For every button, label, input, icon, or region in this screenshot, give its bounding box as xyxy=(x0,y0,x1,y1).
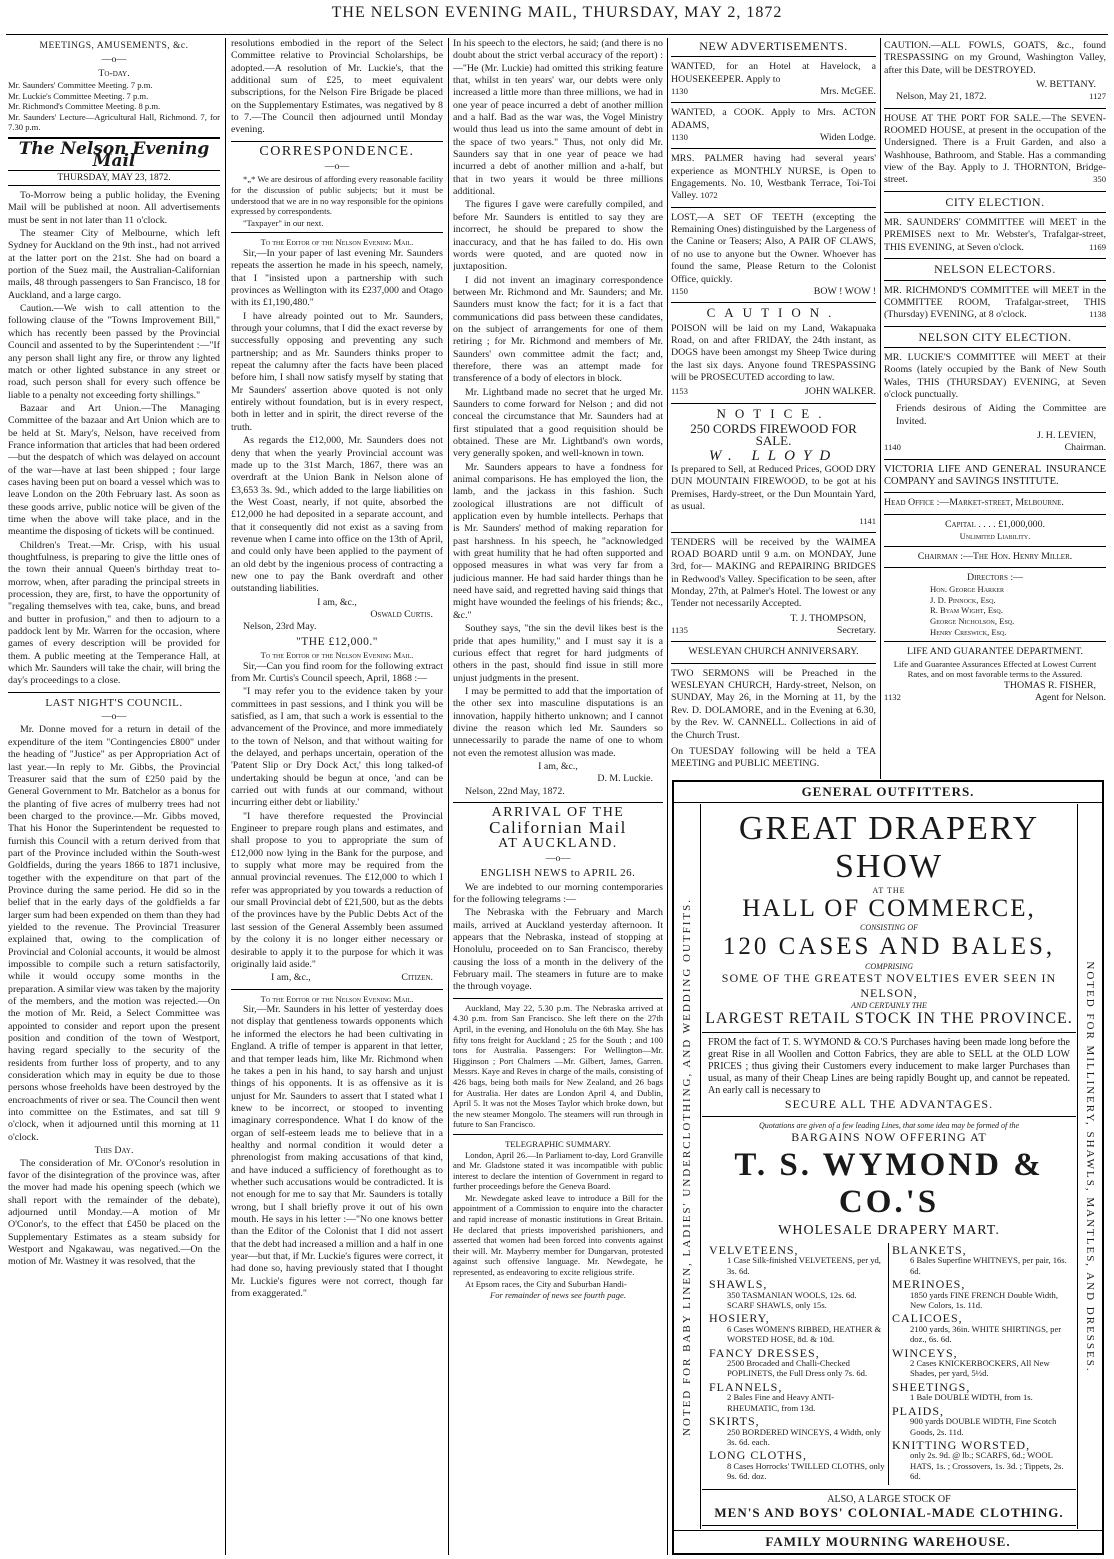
drapery-items xyxy=(702,1243,1076,1485)
correspondence-heading: CORRESPONDENCE. xyxy=(259,143,415,159)
item-detail: 6 Bales Superfine WHITNEYS, per pair, 16s. 6d. xyxy=(910,1255,1067,1276)
items-left-column xyxy=(706,1243,889,1485)
ad-signature: BOW ! WOW ! xyxy=(813,285,876,297)
letter-para: Sir,—Can you find room for the following extract from Mr. Curtis's Council speech, April, 1868 :— xyxy=(231,660,443,684)
drapery-footer: FAMILY MOURNING WAREHOUSE. xyxy=(674,1530,1102,1553)
letter-heading: "THE £12,000." xyxy=(296,635,378,648)
editor-note: *„* We are desirous of affording every reasonable facility for the discussion of public subjects; but it must be understood that we are in no way responsible for the opinions expressed by correspondents. xyxy=(231,174,443,217)
item-title: WINCEYS, xyxy=(892,1345,958,1360)
ad-number: 1132 xyxy=(884,692,901,703)
election-heading: NELSON ELECTORS. xyxy=(934,262,1056,277)
article-para: Caution.—We wish to call attention to the following clause of the "Towns Improvement Bill," which has recently been passed by the Provincial Council and assented to by the Superintendent :—"If any person shall light any fire, or throw any lighted match or other lighted substance in any street or road, such person shall for every such offence be liable to a penalty not exceeding forty shillings." xyxy=(8,303,220,401)
separator: —o— xyxy=(545,853,571,864)
news-para: Auckland, May 22, 5.30 p.m. The Nebraska arrived at 4.30 p.m. from San Francisco. She left there on the 27th April, in the evening, and Honolulu on the 6th May. She has fifty tons freight for Auckland ; 25 for the South ; and 100 tons for Australia. Passengers: For Wellington—Mr. Higginson ; Port Chalmers —Mr. Gilbert, James, Garren. Messrs. Kaye and Reves in charge of the mails, consisting of 426 bags, being both mails for New Zealand, and 26 bags for Australia. Her dates are London April 4, and Dublin, April 5. It was not the Moses Taylor which broke down, but the new steamer Mongolo. The steamers will run through in future to San Francisco. xyxy=(453,1002,663,1130)
ad-text: LOST,—A SET OF TEETH (excepting the Remaining Ones) distinguished by the Largeness of the Canine or Teasers; Also, A PAIR OF CLAWS, of no use to anyone but the Owner. Whoever has found the same, Please Return to the Colonist Office, quickly. xyxy=(671,211,876,285)
classified-ad xyxy=(884,285,1106,322)
divider xyxy=(884,212,1106,213)
ad-signature: JOHN WALKER. xyxy=(804,386,876,398)
column-rule xyxy=(225,38,226,1555)
item-title: SHEETINGS, xyxy=(892,1379,971,1394)
drapery-left-border xyxy=(674,804,701,1529)
wesleyan-heading: WESLEYAN CHURCH ANNIVERSARY. xyxy=(688,646,859,658)
news-para: At Epsom races, the City and Suburban Handi- xyxy=(465,1278,627,1289)
drapery-body xyxy=(702,804,1076,1529)
signature: D. M. Luckie. xyxy=(597,773,653,785)
item-detail: 1 Bale DOUBLE WIDTH, from 1s. xyxy=(910,1392,1033,1403)
ad-number: 1130 xyxy=(671,86,688,97)
election-heading: CITY ELECTION. xyxy=(945,194,1045,209)
classified-ad: TENDERS will be received by the WAIMEA ROAD BOARD until 9 a.m. on MONDAY, June 3rd, for— MAKING and REPAIRING BRIDGES in Redwood's Valley. Specification to be seen, after Monday, 27th, at Palmer's Hotel. The lowest or any Tender not necessarily Accepted. xyxy=(671,536,876,610)
divider xyxy=(671,663,876,664)
classified-ad: MR. LUCKIE'S COMMITTEE will MEET at their Rooms (lately occupied by the Bank of New South Wales, THIS (THURSDAY) EVENING, at Seven o'clock punctually. xyxy=(884,351,1106,400)
divider xyxy=(884,191,1106,192)
divider xyxy=(702,1116,1076,1117)
item-detail: 1850 yards FINE FRENCH Double Width, New Colors, 1s. 11d. xyxy=(910,1289,1058,1311)
paper-title: The Nelson Evening Mail xyxy=(18,139,210,172)
news-subheading: ENGLISH NEWS to APRIL 26. xyxy=(480,867,636,880)
lloyd-name: W. LLOYD xyxy=(708,447,839,464)
item-title: PLAIDS, xyxy=(892,1403,945,1418)
classified-ad: Is prepared to Sell, at Reduced Prices, GOOD DRY DUN MOUNTAIN FIREWOOD, to be got at his Premises, Hardy-street, or the Dun Mountain Yard, as usual. xyxy=(671,463,876,512)
masthead-rule xyxy=(6,34,1108,35)
divider xyxy=(8,185,220,186)
ad-signature: T. J. THOMPSON, xyxy=(790,612,866,624)
ad-date: Nelson, May 21, 1872. xyxy=(896,91,987,103)
classified-ad xyxy=(671,153,876,202)
drapery-line: AT THE xyxy=(872,886,906,895)
ad-text: MR. SAUNDERS' COMMITTEE will MEET in the PREMISES next to Mr. Webster's, Trafalgar-street, THIS EVENING, at Seven o'clock. xyxy=(884,217,1106,253)
capital: Capital . . . . £1,000,000. xyxy=(944,518,1046,530)
article-para: The consideration of Mr. O'Conor's resolution in favor of the disintegration of the province was, after the mover had made his opening speech (which we shall report with the remainder of the debate), adjourned until Monday.—A motion of Mr O'Conor's, to the effect that £450 be placed on the Supplementary Estimates as a steam subsidy for Westport and Ngakawau, was negatived.—On the motion of Mr. Wastney it was resolved, that the xyxy=(8,1157,220,1268)
classified-ad: Friends desirous of Aiding the Committee are Invited. xyxy=(896,403,1106,427)
ad-signature: Mrs. McGEE. xyxy=(820,86,876,98)
drapery-largest: LARGEST RETAIL STOCK IN THE PROVINCE. xyxy=(705,1010,1073,1027)
ad-number: 1150 xyxy=(671,285,688,296)
ad-footer xyxy=(671,625,876,637)
divider xyxy=(671,207,876,208)
director: J. D. Pinnock, Esq. xyxy=(930,594,996,605)
items-right-column xyxy=(889,1243,1072,1485)
divider xyxy=(702,1525,1076,1526)
classified-ad: POISON will be laid on my Land, Wakapuaka Road, on and after FRIDAY, the 24th instant, as DOGS have been amongst my Sheep Twice during the last six days. Anyone found TRESPASSING will be PROSECUTED according to law. xyxy=(671,322,876,383)
divider xyxy=(671,532,876,533)
signoff: I am, &c., xyxy=(271,972,311,984)
classified-ad xyxy=(671,212,876,298)
divider xyxy=(884,514,1106,515)
meeting-item: Mr. Luckie's Committee Meeting. 7 p.m. xyxy=(8,90,149,101)
article-para: The steamer City of Melbourne, which left Sydney for Auckland on the 9th inst., had not arrived at the latter port on the 21st. She had on board a portion of the Suez mail, the Australian-Californian mails, 48 through passengers to San Francisco, 18 for Auckland, and a large cargo. xyxy=(8,228,220,301)
directors-list xyxy=(884,584,1106,637)
ad-text: HOUSE AT THE PORT FOR SALE.—The SEVEN-ROOMED HOUSE, at present in the occupation of the Undersigned. There is a Fruit Garden, and also a Washhouse, Bathroom, and Stable. Has a commanding view of the Bay. Apply to J. THORNTON, Bridge-street. xyxy=(884,112,1106,186)
divider xyxy=(671,403,876,404)
item-title: LONG CLOTHS, xyxy=(709,1448,807,1463)
letter-para: Sir,—In your paper of last evening Mr. Saunders repeats the assertion he made in his speech, namely, that I "insisted upon a partnership with such provinces as Wellington with its £237,000 and Otago with its £1,190,480." xyxy=(231,248,443,309)
divider xyxy=(671,148,876,149)
divider xyxy=(671,302,876,303)
drapery-headline: GREAT DRAPERY SHOW xyxy=(738,810,1040,885)
this-day-heading: This Day. xyxy=(94,1145,134,1157)
to-editor: To the Editor of the Nelson Evening Mail. xyxy=(260,237,414,248)
letter-para: Sir,—Mr. Saunders in his letter of yesterday does not display that gentleness towards opponents which he informed the electors he had been cultivating in England. A trifle of temper is apparent in that letter, and that temper leads him, like Mr. Richmond when he takes a pen in his hand, to say harsh and unjust things of his opponents. It is as offensive as it is unjust for Mr. Saunders to assert that I stated what I knew to be incorrect, or stooped to inventing imaginary correspondence. What I do know of the organ of self-esteem leads me to believe that in a healthy and normal condition it would deter a phrenologist from making accusations of that kind, and have induced a sufficiency of forethought as to whether such accusations would be contradicted. It is not enough for me to say that Mr. Saunders is totally wrong, but I shall briefly prove it out of his own mouth. He says in his letter :—"No one knows better than the Editor of the Colonist that I did not assert that the debt had increased a million and a half in one year—but that, if Mr. Luckie's figures were correct, it had done so, having previously stated that I thought Mr. Luckie's figures were not correct, though far from exaggerated." xyxy=(231,1004,443,1300)
item-detail: 1 Case Silk-finished VELVETEENS, per yd, 3s. 6d. xyxy=(727,1255,881,1276)
divider xyxy=(453,998,663,999)
director: Hon. George Harker xyxy=(930,584,1005,595)
directors-title: Directors :— xyxy=(967,571,1023,583)
separator: —o— xyxy=(324,161,350,173)
chairman: Chairman :—The Hon. Henry Miller. xyxy=(917,550,1073,562)
news-para: The Nebraska with the February and March mails, arrived at Auckland yesterday afternoon. It appears that the Nebraska, instead of stopping at Honolulu, proceeded on to San Francisco, thereby causing the loss of a month in the delivery of the February mail. The steamers in future are to make the through voyage. xyxy=(453,907,663,993)
drapery-clothing: MEN'S AND BOYS' COLONIAL-MADE CLOTHING. xyxy=(714,1504,1064,1520)
divider xyxy=(231,141,443,142)
ad-footer xyxy=(671,386,876,398)
separator: —o— xyxy=(101,711,127,723)
item-detail: 2100 yards, 36in. WHITE SHIRTINGS, per doz., 6s. 6d. xyxy=(910,1323,1062,1345)
item-detail: 250 BORDERED WINCEYS, 4 Width, only 3s. 6d. each. xyxy=(727,1426,881,1447)
article-para: Mr. Donne moved for a return in detail of the expenditure of the item "Contingencies £800" under the heading of "Justice" as per Appropriation Act of last year.—In reply to Mr. Gibbs, the Provincial Treasurer said that the sum of £250 paid by the General Government to Mr. Batchelor as a bonus for the planting of five acres of mulberry trees had not been charged to the province.—Mr. Gibbs moved, That his Honor the Superintendent be requested to furnish this Council with a return derived from that part of the Province included within the South-west Goldfields, during the years 1866 to 1871 inclusive, together with the expenditure on that part of the Province during the same period. He did so in the belief that in the early days of the goldfields a far larger sum had been expended on them than they had yielded to the revenue. The Provincial Treasurer explained that, owing to the complication of Provincial and Colonial accounts, it would be almost impossible to compile such a return satisfactorily, while it would occupy some months in the preparation. A similar view was taken by the majority of the members, and the motion was rejected.—On the motion of Mr. Reid, a Select Committee was appointed to consider and report upon the present position and condition of the town of Westport, having regard specially to the security of the residents from further loss of property, and to any consideration which may in equity be due to those persons whose freeholds have been destroyed by the encroachments of river or sea. The Council then went into committee on the Estimates, and sat till 9 o'clock, when it adjourned until this morning at 11 o'clock. xyxy=(8,724,220,1143)
divider xyxy=(231,232,443,233)
letter-para: I did not invent an imaginary correspondence between Mr. Richmond and Mr. Saunders; and Mr. Saunders must know the fact; for it is a fact that communications did pass between these candidates, on the subject of arrangements for one of them retiring ; for Mr. Richmond and members of Mr. Saunders' own committee admit the fact; and, therefore, there was an attempt made for transference of a body of electors in block. xyxy=(453,274,663,385)
drapery-wymond: T. S. WYMOND & CO.'S xyxy=(734,1147,1044,1220)
drapery-line: AND CERTAINLY THE xyxy=(851,1001,927,1010)
divider xyxy=(453,802,663,803)
drapery-bargains: BARGAINS NOW OFFERING AT xyxy=(791,1130,987,1144)
letter-para: In his speech to the electors, he said; (and there is no doubt about the strict verbal accuracy of the report) :—"He (Mr. Luckie) had omitted this striking feature that, whilst in ten years' war, our debts were only increased a little more than three millions, we had in one year of peace incurred a debt of another million and a half. Bad as the war was, the Vogel Ministry would thus lead us into the same amount of debt in the space of two years." Thus, not only did Mr. Saunders say that in one year of peace we had incurred a debt of another million and a-half, but that in two years it would be three millions additional. xyxy=(453,38,663,198)
ad-number: 1169 xyxy=(1089,241,1106,252)
divider xyxy=(884,459,1106,460)
item-detail: 900 yards DOUBLE WIDTH, Fine Scotch Goods, 2s. 11d. xyxy=(910,1416,1057,1437)
drapery-cases: 120 CASES AND BALES, xyxy=(722,933,1056,960)
remainder-note: For remainder of news see fourth page. xyxy=(490,1290,626,1301)
classified-ad xyxy=(884,113,1106,187)
item-title: SKIRTS, xyxy=(709,1414,760,1429)
drapery-advertisement xyxy=(672,780,1104,1555)
divider xyxy=(884,280,1106,281)
life-dept: LIFE AND GUARANTEE DEPARTMENT. xyxy=(906,646,1084,658)
director: R. Byam Wight, Esq. xyxy=(930,605,1003,616)
ad-footer xyxy=(884,91,1106,103)
meeting-item: Mr. Saunders' Lecture—Agricultural Hall, Richmond. 7, for 7.30 p.m. xyxy=(8,111,220,133)
letter-para: "I have therefore requested the Provincial Engineer to prepare rough plans and estimates, and shall propose to you to appropriate the sum of £12,000 now lying in the Bank for the purpose, and to supply what more may be required from the annual provincial revenues. The £12,000 to which I refer was appropriated by you towards a reduction of our small Provincial debt of £21,500, but as the debts of the provinces have by the Public Debts Act of the last session of the General Assembly been assumed by the colony it is no longer either necessary or desirable to apply it to the purpose for which it was originally laid aside." xyxy=(231,810,443,970)
new-ads-heading: NEW ADVERTISEMENTS. xyxy=(699,39,848,53)
taxpayer-note: "Taxpayer" in our next. xyxy=(243,217,324,228)
today-heading: To-day. xyxy=(98,67,130,79)
divider xyxy=(702,1489,1076,1490)
column-4 xyxy=(671,38,876,776)
election-heading: NELSON CITY ELECTION. xyxy=(918,329,1072,344)
item-detail: 2 Bales Fine and Heavy ANTI-RHEUMATIC, from 13d. xyxy=(727,1392,835,1413)
ad-footer xyxy=(671,286,876,298)
ad-role: Agent for Nelson. xyxy=(1034,692,1106,704)
letter-para: Mr. Saunders appears to have a fondness for animal comparisons. He has employed the lion, the lamb, and the jackass in this fashion. Such zoological illustrations are not difficult of application even by humble intellects. Perhaps that is Mr. Saunders' method of making reparation for past harshness. In his speech, he "acknowledged with great humility that he had often supported and opposed measures in what was very far from a judicious manner. He had said harder things than he need have said, and regretted having said things that might have wounded the feelings of his friends; &c., &c." xyxy=(453,461,663,621)
left-vertical-text: NOTED FOR BABY LINEN, LADIES' UNDERCLOTHING, AND WEDDING OUTFITS. xyxy=(681,897,693,1436)
ad-footer xyxy=(671,86,876,98)
item-detail: 350 TASMANIAN WOOLS, 12s. 6d. SCARF SHAWLS, only 15s. xyxy=(727,1289,857,1311)
letter-para: Mr. Lightband made no secret that he urged Mr. Saunders to come forward for Nelson ; and did not conceal the circumstance that Mr. Saunders had at first stipulated that a good requisition should be obtained. These are Mr. Lightband's own words, very generally spoken, and well-known in town. xyxy=(453,386,663,460)
divider xyxy=(702,1032,1076,1033)
masthead: THE NELSON EVENING MAIL, THURSDAY, MAY 2, 1872 xyxy=(331,4,783,21)
ad-number: 350 xyxy=(1093,174,1106,185)
drapery-right-border xyxy=(1077,804,1102,1529)
item-title: SHAWLS, xyxy=(709,1277,768,1292)
ad-role: Chairman. xyxy=(1064,442,1106,454)
letter-para: I may be permitted to add that the importation of the other sex into masculine disputations is an innovation, happily hitherto unknown; and I cannot divine the reason which led Mr. Saunders so unnecessarily to parade the name of one to whom not even the remotest allusion was made. xyxy=(453,685,663,759)
ad-text: MRS. PALMER having had several years' experience as MONTHLY NURSE, is Open to Engagements. No. 10, Westbank Terrace, Toi-Toi Valley. xyxy=(671,153,876,202)
classified-ad: VICTORIA LIFE AND GENERAL INSURANCE COMPANY and SAVINGS INSTITUTE. xyxy=(884,463,1106,487)
ad-number: 1127 xyxy=(1089,91,1106,102)
director: George Nicholson, Esq. xyxy=(930,616,1015,627)
ad-role: Secretary. xyxy=(836,625,876,637)
divider xyxy=(671,56,876,57)
ad-number: 1072 xyxy=(700,190,718,201)
classified-ad: CAUTION.—ALL FOWLS, GOATS, &c., found TRESPASSING on my Ground, Washington Valley, after this Date, will be DESTROYED. xyxy=(884,40,1106,76)
ad-number: 1141 xyxy=(859,516,876,527)
column-2 xyxy=(231,38,443,1555)
drapery-body-text: FROM the fact of T. S. WYMOND & CO.'S Purchases having been made long before the great Rise in all Woollen and Cotton Fabrics, they are able to SELL at the OLD LOW PRICES ; thus giving their Customers every inducement to make larger Purchases than usual, as many of their Cheap Lines are being rapidly Bought up, and cannot be repeated. An early call is necessary to xyxy=(708,1037,1070,1096)
item-detail: 6 Cases WOMEN'S RIBBED, HEATHER & WORSTED HOSE, 8d. & 10d. xyxy=(727,1323,882,1345)
divider xyxy=(884,326,1106,327)
divider xyxy=(884,347,1106,348)
director: Henry Creswick, Esq. xyxy=(930,626,1007,637)
column-rule xyxy=(880,38,881,779)
item-title: KNITTING WORSTED, xyxy=(892,1437,1031,1452)
news-para: Mr. Newdegate asked leave to introduce a Bill for the appointment of a Commission to enquire into the character and rapid increase of monastic institutions in Great Britain. He declared that priests impoverished parishioners, and asserted that women had been forced into convents against their will. Mr. Mayberry member for Dungarvan, protested against such offensive language. Mr. Newdegate, he represented, as endeavoring to excite religious strife. xyxy=(453,1192,663,1278)
classified-ad xyxy=(884,217,1106,254)
telegraphic-heading: TELEGRAPHIC SUMMARY. xyxy=(505,1138,611,1149)
meetings-list xyxy=(8,80,220,133)
divider xyxy=(231,989,443,990)
ad-signature: J. H. LEVIEN, xyxy=(1037,429,1096,441)
item-title: FLANNELS, xyxy=(709,1379,783,1394)
classified-ad: On TUESDAY following will be held a TEA MEETING and PUBLIC MEETING. xyxy=(671,745,876,770)
signoff: I am, &c., xyxy=(317,596,357,608)
firewood-heading: 250 CORDS FIREWOOD FOR SALE. xyxy=(690,420,857,449)
unlimited: Unlimited Liability. xyxy=(959,531,1031,541)
letter-para: "I may refer you to the evidence taken by your committees in past sessions, and I think you will be satisfied, as I am, that such a work is essential to the advancement of the Province, and more immediately to the town of Nelson, and that without waiting for the delayed, and perhaps uncertain, operation of the 'Patent Slip or Dry Dock Act,' this long talked-of undertaking should be begun at once, 'and can be carried out with funds at our command, without incurring either debt or liability.' xyxy=(231,686,443,809)
signoff-row xyxy=(231,972,443,984)
divider xyxy=(671,641,876,642)
news-para: London, April 26.—In Parliament to-day, Lord Granville and Mr. Gladstone stated it was incompatible with public interest to declare the intention of Government in regard to further proceedings before the Geneva Board. xyxy=(453,1149,663,1192)
right-vertical-text: NOTED FOR MILLINERY, SHAWLS, MANTLES, AND DRESSES. xyxy=(1084,960,1096,1373)
head-office: Head Office :—Market-street, Melbourne. xyxy=(884,497,1064,509)
ad-signature: THOMAS R. FISHER, xyxy=(1003,679,1096,691)
article-para: To-Morrow being a public holiday, the Evening Mail will be published at noon. All advertisements must be sent in not later than 11 o'clock. xyxy=(8,190,220,226)
letter-para: As regards the £12,000, Mr. Saunders does not deny that when the yearly Provincial account was made up to the 31st March, 1867, there was an overdraft at the Union Bank in Nelson alone of £3,653 3s. 9d., which added to the large liabilities on the West Coast, nearly, if not quite, absorbed the £12,000 he had deposited in a separate account, and that it consequently did not exist as a saving from revenue when I came into office on the 13th of April, and could only have been applied to the payment of an old debt by the ingenious process of contracting a new one to pay the Bank overdraft and other outstanding liabilities. xyxy=(231,435,443,595)
item-detail: 2 Cases KNICKERBOCKERS, All New Shades, per yard, 5½d. xyxy=(910,1358,1050,1379)
column-rule xyxy=(667,38,668,1555)
letter-para: Southey says, "the sin the devil likes best is the pride that apes humility," and I must say it is a curious effect that regret for hard judgments of others in the past, should find issue in still more unjust judgments in the present. xyxy=(453,623,663,684)
arrival-heading: ARRIVAL OF THE xyxy=(491,804,625,820)
column-1 xyxy=(8,38,220,1555)
drapery-novelties: SOME OF THE GREATEST NOVELTIES EVER SEEN IN NELSON, xyxy=(721,971,1057,1000)
life-text: Life and Guarantee Assurances Effected at Lowest Current Rates, and on most favorable terms to the Assured. xyxy=(893,658,1097,680)
item-detail: 8 Cases Horrocks' TWILLED CLOTHS, only 9s. 6d. doz. xyxy=(727,1460,885,1482)
divider xyxy=(884,108,1106,109)
divider xyxy=(884,567,1106,568)
column-3 xyxy=(453,38,663,1555)
item-title: CALICOES, xyxy=(892,1311,963,1326)
divider xyxy=(8,692,220,693)
article-para: Bazaar and Art Union.—The Managing Committee of the bazaar and Art Union which are to be held at St. Mary's, Nelson, have received from France information that articles that had been ordered—but the despatch of which was delayed on account of the war—have at last been shipped ; four large cases having been put on board a vessel which was to leave London on the 20th February last. As soon as these goods arrive, public notice will be given of the time when the above will take place, and in the meantime the disposing of tickets will be continued. xyxy=(8,402,220,538)
article-para: Children's Treat.—Mr. Crisp, with his usual thoughtfulness, is preparing to give the little ones of the town their annual Queen's birthday treat to-morrow, when, after parading the principal streets in procession, they are, first, to have the opportunity of "regaling themselves with tea, cake, buns, and bread and butter in profusion," and then to adjourn to a paddock lent by Mr. Warren for the occasion, where games of every description will be provided for them. A public meeting at the Temperance Hall, at which Mr. Saunders will take the chair, will bring the day's proceedings to a close. xyxy=(8,539,220,687)
divider xyxy=(671,102,876,103)
drapery-header: GENERAL OUTFITTERS. xyxy=(674,782,1102,803)
drapery-also: ALSO, A LARGE STOCK OF xyxy=(827,1493,951,1505)
separator: —o— xyxy=(101,54,127,66)
item-title: BLANKETS, xyxy=(892,1243,967,1257)
drapery-line: COMPRISING xyxy=(865,962,913,971)
drapery-line: CONSISTING OF xyxy=(859,923,918,932)
ad-text: MR. RICHMOND'S COMMITTEE will MEET in the COMMITTEE ROOM, Trafalgar-street, THIS (Thursday) EVENING, at 8 o'clock. xyxy=(884,284,1106,321)
caution-heading: CAUTION. xyxy=(706,305,841,321)
arrival-heading: Californian Mail xyxy=(489,818,627,838)
signoff: I am, &c., xyxy=(538,760,578,772)
meetings-heading: MEETINGS, AMUSEMENTS, &c. xyxy=(39,41,189,51)
ad-footer xyxy=(884,442,1106,454)
divider xyxy=(453,1134,663,1135)
classified-ad xyxy=(671,107,876,144)
classified-ad xyxy=(671,775,876,776)
classified-ad xyxy=(671,61,876,98)
arrival-heading: AT AUCKLAND. xyxy=(498,835,618,851)
ad-number: 1140 xyxy=(884,442,901,453)
letter-date: Nelson, 23rd May. xyxy=(243,621,317,633)
column-5 xyxy=(884,38,1106,776)
article-para: resolutions embodied in the report of the Select Committee relative to Provincial Scholarships, be adopted.—A resolution of Mr. Luckie's, that the additional sum of £25, to meet equivalent subscriptions, for the Nelson Fire Brigade be placed on the Supplementary Estimates, was negatived by 8 to 7.—The Council then adjourned until Monday evening. xyxy=(231,38,443,136)
item-title: HOSIERY, xyxy=(709,1311,770,1326)
drapery-secure: SECURE ALL THE ADVANTAGES. xyxy=(784,1097,994,1111)
divider xyxy=(884,258,1106,259)
letter-para: I have already pointed out to Mr. Saunders, through your columns, that I did the exact reverse by successfully opposing and preventing any such partnership; and as Mr. Saunders thinks proper to repeat the calumny after the facts have been placed before him, I shall now satisfy myself by stating that Mr Saunders' assertion above quoted is not only entirely without foundation, but is in every respect, both in letter and in spirit, the direct reverse of the truth. xyxy=(231,310,443,433)
divider xyxy=(884,492,1106,493)
item-detail: only 2s. 9d. @ lb.; SCARFS, 6d.; WOOL HATS, 1s. ; Crossovers, 1s. 3d. ; Tippets, 2s. 6d. xyxy=(910,1450,1064,1482)
notice-heading: NOTICE. xyxy=(716,405,831,421)
item-title: MERINOES, xyxy=(892,1277,966,1292)
council-heading: LAST NIGHT'S COUNCIL. xyxy=(45,696,183,709)
drapery-hall: HALL OF COMMERCE, xyxy=(742,895,1036,922)
ad-footer xyxy=(671,132,876,144)
ad-text: WANTED, a COOK. Apply to Mrs. ACTON ADAMS, xyxy=(671,107,876,131)
news-para: We are indebted to our morning contemporaries for the following telegrams :— xyxy=(453,881,663,906)
item-title: VELVETEENS, xyxy=(709,1243,799,1257)
meeting-item: Mr. Richmond's Committee Meeting. 8 p.m. xyxy=(8,101,161,112)
to-editor: To the Editor of the Nelson Evening Mail. xyxy=(260,650,414,660)
issue-date: THURSDAY, MAY 23, 1872. xyxy=(57,172,171,183)
divider xyxy=(884,641,1106,642)
ad-number: 1135 xyxy=(671,625,688,636)
drapery-quotations: Quotations are given of a few leading Lines, that some idea may be formed of the xyxy=(758,1121,1020,1130)
item-title: FANCY DRESSES, xyxy=(709,1345,820,1360)
drapery-mart: WHOLESALE DRAPERY MART. xyxy=(778,1223,1000,1238)
classified-ad: TWO SERMONS will be Preached in the WESLEYAN CHURCH, Hardy-street, Nelson, on SUNDAY, May 26, in the Morning at 11, by the Rev. D. DOLAMORE, and in the Evening at 6.30, by the Rev. W. CANNELL. Collections in aid of the Church Trust. xyxy=(671,667,876,741)
item-detail: 2500 Brocaded and Challi-Checked POPLINETS, the Full Dress only 7s. 6d. xyxy=(727,1358,868,1379)
ad-text: WANTED, for an Hotel at Havelock, a HOUSEKEEPER. Apply to xyxy=(671,61,876,85)
ad-number: 1138 xyxy=(1089,309,1106,320)
divider xyxy=(884,546,1106,547)
meeting-item: Mr. Saunders' Committee Meeting. 7 p.m. xyxy=(8,80,153,91)
ad-footer xyxy=(884,692,1106,704)
signature: Citizen. xyxy=(401,972,433,984)
ad-signature: Widen Lodge. xyxy=(819,132,876,144)
column-rule xyxy=(448,38,449,1555)
ad-signature: W. BETTANY. xyxy=(1036,79,1096,91)
to-editor: To the Editor of the Nelson Evening Mail. xyxy=(260,993,414,1004)
signature: Oswald Curtis. xyxy=(370,608,433,620)
ad-number: 1153 xyxy=(671,386,688,397)
ad-number: 1130 xyxy=(671,132,688,143)
letter-date: Nelson, 22nd May, 1872. xyxy=(465,785,565,797)
letter-para: The figures I gave were carefully compiled, and before Mr. Saunders is entitled to say they are incorrect, he should be prepared to show the inaccuracy, and that he has failed to do. His own words were quoted, and are quoted now in juxtaposition. xyxy=(453,199,663,273)
